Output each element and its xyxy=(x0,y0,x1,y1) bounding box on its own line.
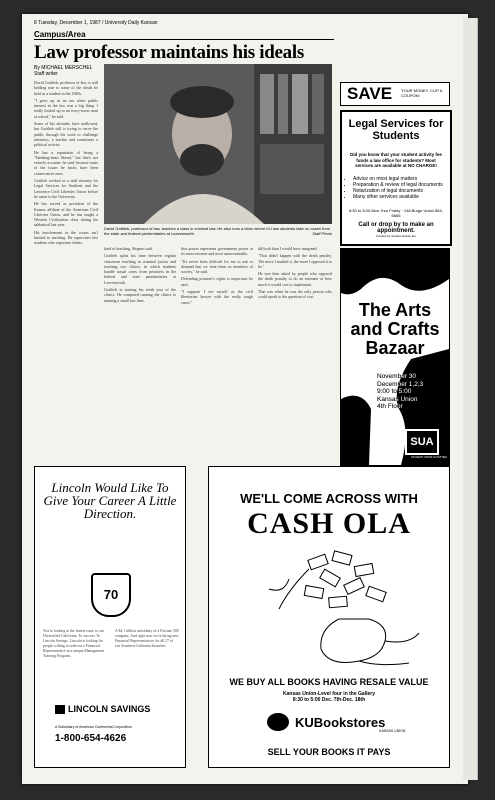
paragraph: "It's never been difficult for me to ask or demand that we treat them as members of society," he said. xyxy=(181,258,253,275)
list-item: • Advice on most legal matters xyxy=(353,176,443,182)
cash-line-1: WE'LL COME ACROSS WITH xyxy=(240,491,418,506)
arts-time: 9:00 to 5:00 xyxy=(377,388,412,395)
paragraph: "That didn't happen with the death penalty. The more I studied it, the more I opposed it to be." xyxy=(258,253,332,269)
paragraph: Some of his attitudes have mellowed, but Gottlieb still is trying to serve the public through his work to challenge attorneys, a teacher and sometimes a political activist. xyxy=(34,121,98,148)
lincoln-logo xyxy=(55,705,165,714)
paragraph: His involvement in the courts isn't limited to teaching. He supervises law students who represent clients. xyxy=(34,229,98,246)
article-col-5 xyxy=(258,246,332,458)
legal-services-list xyxy=(346,176,443,200)
page-header: 8 Tuesday, December 1, 1987 / University Daily Kansan xyxy=(34,20,158,26)
arts-date-2: December 1,2,3 xyxy=(377,380,424,388)
paragraph: David Gottlieb, professor of law, is still holding true to some of the ideals he held as a student in the 1960s. xyxy=(34,80,98,96)
paragraph: difficult than I would have imagined. xyxy=(258,246,318,251)
paragraph: "I suppose I see myself as the civil libertarian lawyer with the really tough cases." xyxy=(181,289,253,305)
lincoln-sub: A Subsidiary of American Continental Corporation xyxy=(55,725,132,729)
professor-photo xyxy=(104,64,332,224)
article-col-4 xyxy=(181,246,253,458)
paragraph: Gottlieb is starting his tenth year of the clinics. He compared running the clinics to running a small law firm. xyxy=(104,287,176,303)
sua-logo: SUA xyxy=(405,429,439,455)
cash-line-3: WE BUY ALL BOOKS HAVING RESALE VALUE xyxy=(229,677,429,687)
headline: Law professor maintains his ideals xyxy=(34,42,304,63)
cash-line-2: CASH OLA xyxy=(247,507,411,540)
highway-shield-icon xyxy=(91,573,131,617)
lincoln-logo-icon xyxy=(55,705,65,714)
jayhawk-icon xyxy=(267,713,289,731)
list-item: • Many other services available xyxy=(353,194,443,200)
article-col-3 xyxy=(104,246,176,458)
list-item: • Preparation & review of legal documents xyxy=(353,182,443,188)
lincoln-phone: 1-800-654-4626 xyxy=(55,733,127,744)
legal-question: Did you know that your student activity fee funds a law office for students? Most services are available at NO CHARGE! xyxy=(350,152,442,168)
lincoln-savings-ad xyxy=(34,466,186,768)
photo-credit: Staff Photo xyxy=(312,231,332,236)
legal-services-ad xyxy=(340,110,452,246)
shield-number: 70 xyxy=(103,587,119,602)
money-hand-illustration xyxy=(209,549,449,669)
page-edge xyxy=(463,18,478,780)
paragraph: that prison represents government power at its most extreme and most unaccountable. xyxy=(181,246,253,257)
paragraph: He has served as president of the Kansas affiliate of the American Civil Liberties Union, and he has taught a Western Civilization class during his sabbatical last year. xyxy=(34,201,98,228)
lincoln-headline: Lincoln Would Like To Give Your Career A Little Direction. xyxy=(43,480,177,521)
save-title: SAVE xyxy=(347,84,393,103)
bookstore-ad xyxy=(208,466,450,768)
arts-place: Kansas Union xyxy=(377,395,418,403)
byline-name: By MICHAEL MERSCHEL xyxy=(34,65,93,71)
bookstore-brand: KUBookstores xyxy=(295,715,386,730)
cash-line-5: SELL YOUR BOOKS IT PAYS xyxy=(267,747,391,757)
lincoln-text-left: You're looking at the fastest route to our Diversified California. To success. To Lincoln Savings. Lincoln is looking for people willing to seek out a Financial Representative in a unique Management Training Program. xyxy=(43,629,105,658)
paragraph: He has a reputation of being a "bleeding-heart liberal," but that's not entirely accurate, he said, because some of the issues he backs have been conservative ones. xyxy=(34,149,98,176)
cash-location: Kansas Union-Level four in the Gallery xyxy=(283,691,375,697)
byline xyxy=(34,65,92,77)
newspaper-page xyxy=(22,14,468,784)
arts-dates xyxy=(377,373,423,411)
paragraph: Gottlieb worked as a staff attorney for Legal Services for Students and the Lawrence Civil Liberties Union before he came to the University. xyxy=(34,178,98,199)
legal-hours: 8:30 to 5:00 Mon. thru Friday · 148 Burge Union 864-5665 xyxy=(348,208,444,218)
paragraph: Gottlieb splits his time between regular classroom teaching in criminal justice and teaching two clinics, in which students handle actual cases from prisoners in the federal and state penitentiaries at Leavenworth. xyxy=(104,253,176,285)
cash-line-4 xyxy=(209,691,449,703)
legal-title: Legal Services for Students xyxy=(348,118,444,142)
arts-title: The Arts and Crafts Bazaar xyxy=(350,300,440,358)
arts-floor: 4th Floor xyxy=(377,403,403,410)
save-ad xyxy=(340,82,450,106)
article-photo xyxy=(104,64,332,224)
byline-role: Staff writer xyxy=(34,71,58,77)
section-title: Campus/Area xyxy=(34,30,334,40)
paragraph: kind of teaching, Shapiro said. xyxy=(104,246,153,251)
bookstore-brand-sub: KANSAS UNION xyxy=(379,729,406,733)
arts-date-1: November 30 xyxy=(377,373,417,380)
arts-bazaar-ad xyxy=(340,248,450,466)
list-item: • Notarization of legal documents xyxy=(353,188,443,194)
paragraph: That was when he was the only person who could speak to the question of cost. xyxy=(258,289,332,300)
save-subtitle: YOUR MONEY. CLIP A COUPON! xyxy=(401,88,443,98)
sua-logo-sub: STUDENT UNION ACTIVITIES xyxy=(411,456,447,459)
cash-dates: 8:30 to 5:00 Dec. 7th-Dec. 18th xyxy=(292,697,366,703)
lincoln-text-right: A $4.1 billion subsidiary of a Fortune 500 company. And right now we're hiring new Financial Representatives for all 27 of our Southern California branches. xyxy=(115,629,179,648)
caption-text: David Gottlieb, professor of law, teaches a class in criminal law. He also runs a clinic where KU law students take on cases from the state and federal penitentiaries at Leavenworth. xyxy=(104,226,331,236)
paragraph: He was then asked by people who opposed the death penalty to do an estimate of how much it would cost to implement. xyxy=(258,271,332,287)
lincoln-logo-text: LINCOLN SAVINGS xyxy=(68,704,151,714)
paragraph: Defending prisoner's rights is important, he said. xyxy=(181,276,253,287)
article-col-1 xyxy=(34,80,98,456)
legal-call: Call or drop by to make an appointment. xyxy=(358,222,434,234)
photo-caption xyxy=(104,226,332,236)
paragraph: "I grew up in an era when public interest in the law was a big thing. I really looked up to an ivory-tower man at school," he said. xyxy=(34,97,98,119)
legal-funded: Funded by student activity fee xyxy=(376,234,416,238)
